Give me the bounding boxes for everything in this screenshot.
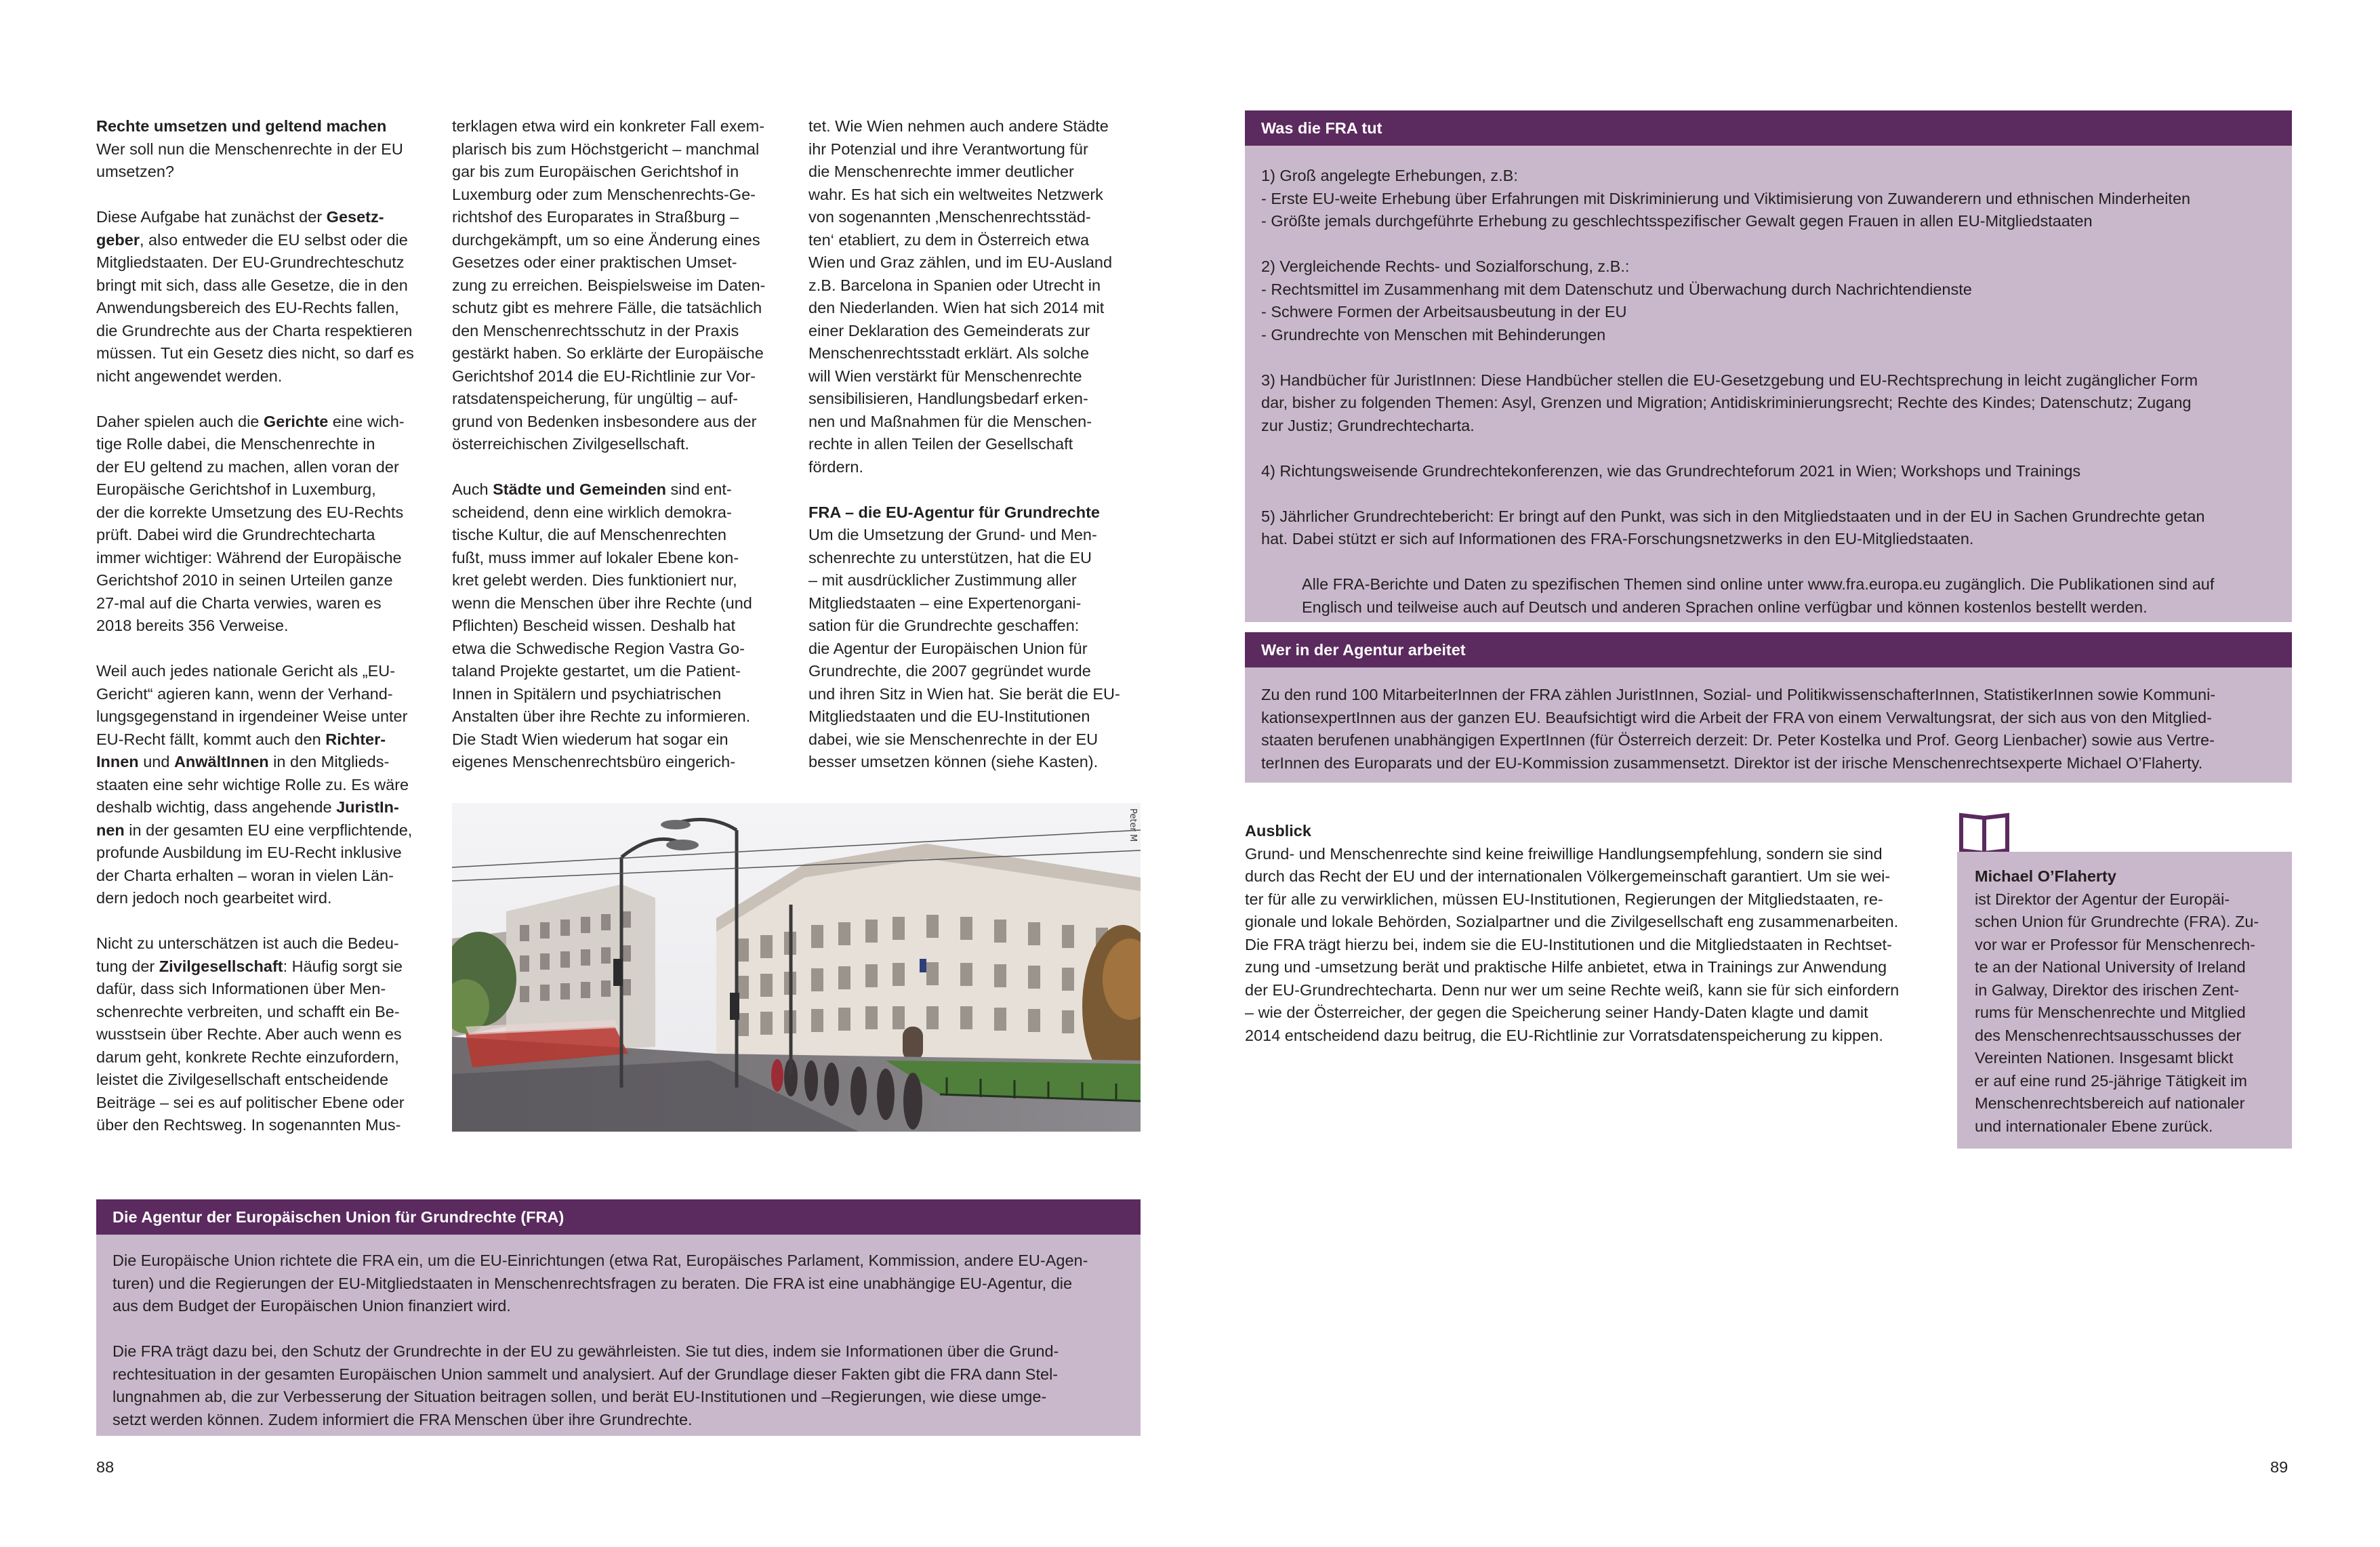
wer-box-body bbox=[1245, 667, 2292, 783]
bio-name: Michael O’Flaherty bbox=[1975, 867, 2116, 885]
photo-illustration bbox=[452, 803, 1141, 1132]
left-column-1 bbox=[96, 115, 435, 1137]
wer-box-title: Wer in der Agentur arbeitet bbox=[1245, 632, 2292, 667]
fra-box-body bbox=[96, 1235, 1141, 1436]
paragraph: Die Europäische Union richtete die FRA ein, um die EU-Einrichtungen (etwa Rat, Europäisches Parlament, Kommission, andere EU-Agen- turen) und die Regierungen der EU-Mitgliedstaaten in Menschenrechtsfragen zu beraten. Die FRA ist eine unabhängige EU-Agentur, die aus dem Budget der Europäischen Union finanziert wird. bbox=[112, 1252, 1088, 1315]
left-column-2 bbox=[452, 115, 791, 774]
list-item: 5) Jährlicher Grundrechtebericht: Er bringt auf den Punkt, was sich in den Mitgliedstaaten und in der EU in Sachen Grundrechte getan hat. Dabei stützt er sich auf Informationen des FRA-Forschungsnetzwerks in den EU-Mitgliedstaaten. bbox=[1261, 507, 2205, 548]
vienna-street-photo bbox=[452, 803, 1141, 1132]
ausblick-section bbox=[1245, 820, 1936, 1047]
paragraph: Wer soll nun die Menschenrechte in der EU umsetzen? bbox=[96, 140, 403, 180]
paragraph: Grund- und Menschenrechte sind keine freiwillige Handlungsempfehlung, sondern sie sind durch das Recht der EU und der internationalen Völkergemeinschaft garantiert. Um sie wei- ter für alle zu verwirklichen, müssen EU-Institutionen, Regierungen der Mitgliedstaaten, re- gionale und lokale Behörden, Sozialpartner und die Zivilgesellschaft eng zusammenarbeiten. Die FRA trägt hierzu bei, indem sie die EU-Institutionen und die Mitgliedstaaten in Rechtset- zung und -umsetzung berät und praktische Hilfe anbietet, etwa in Trainings zur Anwendung der EU-Grundrechtecharta. Denn nur wer um seine Rechte weiß, kann sie für sich einfordern – wie der Österreicher, der gegen die Speicherung seiner Handy-Daten klagte und damit 2014 entscheidend dazu beitrug, die EU-Richtlinie zur Vorratsdatenspeicherung zu kippen. bbox=[1245, 844, 1900, 1044]
note: Alle FRA-Berichte und Daten zu spezifischen Themen sind online unter www.fra.europa.eu zugänglich. Die Publikationen sind auf Englisch und teilweise auch auf Deutsch und anderen Sprachen online verfügbar und können kostenlos bestellt werden. bbox=[1302, 575, 2215, 616]
fra-box-title: Die Agentur der Europäischen Union für Grundrechte (FRA) bbox=[96, 1199, 1141, 1235]
paragraph: Um die Umsetzung der Grund- und Men- schenrechte zu unterstützen, hat die EU – mit ausdrücklicher Zustimmung aller Mitgliedstaaten – eine Expertenorgani- sation für die Grundrechte geschaffen: die Agentur der Europäischen Union für Grundrechte, die 2007 gegründet wurde und ihren Sitz in Wien hat. Sie berät die EU- Mitgliedstaaten und die EU-Institutionen dabei, wie sie Menschenrechte in der EU besser umsetzen können (siehe Kasten). bbox=[808, 526, 1120, 770]
list-item: 2) Vergleichende Rechts- und Sozialforschung, z.B.: - Rechtsmittel im Zusammenhang mit dem Datenschutz und Überwachung durch Nachrichtendienste - Schwere Formen der Arbeitsausbeutung in der EU - Grundrechte von Menschen mit Behinderungen bbox=[1261, 257, 1972, 344]
bio-box bbox=[1957, 852, 2292, 1149]
bio-text: ist Direktor der Agentur der Europäi- schen Union für Grundrechte (FRA). Zu- vor war er Professor für Menschenrech- te an der National University of Ireland in Galway, Direktor des irischen Zent- rums für Menschenrechte und Mitglied des Menschenrechtsausschusses der Vereinten Nationen. Insgesamt blickt er auf eine rund 25-jährige Tätigkeit im Menschenrechtsbereich auf nationaler und internationaler Ebene zurück. bbox=[1975, 890, 2259, 1135]
paragraph: Daher spielen auch die Gerichte eine wich- tige Rolle dabei, die Menschenrechte in der EU geltend zu machen, allen voran der Europäische Gerichtshof in Luxemburg, der die korrekte Umsetzung des EU-Rechts prüft. Dabei wird die Grundrechtecharta immer wichtiger: Während der Europäische Gerichtshof 2010 in seinen Urteilen ganze 27-mal auf die Charta verwies, waren es 2018 bereits 356 Verweise. bbox=[96, 412, 405, 634]
list-item: 1) Groß angelegte Erhebungen, z.B: - Erste EU-weite Erhebung über Erfahrungen mit Diskriminierung und Viktimisierung von Zuwanderern und ethnischen Minderheiten - Größte jemals durchgeführte Erhebung zu geschlechtsspezifischer Gewalt gegen Frauen in allen EU-Mitgliedstaaten bbox=[1261, 167, 2191, 230]
photo-credit: Peter M bbox=[1128, 808, 1138, 842]
section-heading: Rechte umsetzen und geltend machen bbox=[96, 117, 387, 135]
list-item: 4) Richtungsweisende Grundrechtekonferenzen, wie das Grundrechteforum 2021 in Wien; Workshops und Trainings bbox=[1261, 461, 2081, 480]
paragraph: Zu den rund 100 MitarbeiterInnen der FRA zählen JuristInnen, Sozial- und PolitikwissenschafterInnen, StatistikerInnen sowie Kommuni- kationsexpertInnen aus der ganzen EU. Beaufsichtigt wird die Arbeit der FRA von einem Verwaltungsrat, der sich aus von den Mitglied- staaten berufenen unabhängigen ExpertInnen (für Österreich derzeit: Dr. Peter Kostelka und Prof. Georg Lienbacher) sowie aus Vertre- terInnen des Europarats und der EU-Kommission zusammensetzt. Direktor ist der irische Menschenrechtsexperte Michael O’Flaherty. bbox=[1261, 686, 2216, 772]
paragraph: Nicht zu unterschätzen ist auch die Bedeu- tung der Zivilgesellschaft: Häufig sorgt sie dafür, dass sich Informationen über Men- schenrechte verbreiten, und schafft ein Be- wusstsein über Rechte. Aber auch wenn es darum geht, konkrete Rechte einzufordern, leistet die Zivilgesellschaft entscheidende Beiträge – sei es auf politischer Ebene oder über den Rechtsweg. In sogenannten Mus- bbox=[96, 934, 405, 1134]
book-icon bbox=[1957, 811, 2011, 856]
paragraph: terklagen etwa wird ein konkreter Fall exem- plarisch bis zum Höchstgericht – manchmal gar bis zum Europäischen Gerichtshof in Luxemburg oder zum Menschenrechts-Ge- richtshof des Europarates in Straßburg – durchgekämpft, um so eine Änderung eines Gesetzes oder einer praktischen Umset- zung zu erreichen. Beispielsweise im Daten- schutz gibt es mehrere Fälle, die tatsächlich den Menschenrechtsschutz in der Praxis gestärkt haben. So erklärte der Europäische Gerichtshof 2014 die EU-Richtlinie zur Vor- ratsdatenspeicherung, für ungültig – auf- grund von Bedenken insbesondere aus der österreichischen Zivilgesellschaft. bbox=[452, 117, 766, 453]
left-column-3 bbox=[808, 115, 1147, 774]
page-number-right: 89 bbox=[2270, 1458, 2289, 1476]
list-item: 3) Handbücher für JuristInnen: Diese Handbücher stellen die EU-Gesetzgebung und EU-Rechtsprechung in leicht zugänglicher Form dar, bisher zu folgenden Themen: Asyl, Grenzen und Migration; Antidiskriminierungsrecht; Rechte des Kindes; Datenschutz; Zugang zur Justiz; Grundrechtecharta. bbox=[1261, 371, 2198, 434]
paragraph: Weil auch jedes nationale Gericht als „EU- Gericht“ agieren kann, wenn der Verhand- lungsgegenstand in irgendeiner Weise unter EU-Recht fällt, kommt auch den Richter- Innen und AnwältInnen in den Mitglieds- staaten eine sehr wichtige Rolle zu. Es wäre deshalb wichtig, dass angehende JuristIn- nen in der gesamten EU eine verpflichtende, profunde Ausbildung im EU-Recht inklusive der Charta erhalten – woran in vielen Län- dern jedoch noch gearbeitet wird. bbox=[96, 662, 413, 907]
section-heading: FRA – die EU-Agentur für Grundrechte bbox=[808, 503, 1100, 521]
paragraph: Auch Städte und Gemeinden sind ent- scheidend, denn eine wirklich demokra- tische Kultur, die auf Menschenrechten fußt, muss immer auf lokaler Ebene kon- kret gelebt werden. Dies funktioniert nur, wenn die Menschen über ihre Rechte (und Pflichten) Bescheid wissen. Deshalb hat etwa die Schwedische Region Vastra Go- taland Projekte gestartet, um die Patient- Innen in Spitälern und psychiatrischen Anstalten über ihre Rechte zu informieren. Die Stadt Wien wiederum hat sogar ein eigenes Menschenrechtsbüro eingerich- bbox=[452, 480, 752, 770]
was-box-body bbox=[1245, 146, 2292, 622]
page-number-left: 88 bbox=[96, 1458, 115, 1476]
paragraph: Diese Aufgabe hat zunächst der Gesetz- geber, also entweder die EU selbst oder die Mitgliedstaaten. Der EU-Grundrechteschutz bringt mit sich, dass alle Gesetze, die in den Anwendungsbereich des EU-Rechts fallen, die Grundrechte aus der Charta respektieren müssen. Tut ein Gesetz dies nicht, so darf es nicht angewendet werden. bbox=[96, 208, 414, 385]
paragraph: Die FRA trägt dazu bei, den Schutz der Grundrechte in der EU zu gewährleisten. Sie tut dies, indem sie Informationen über die Grund- rechtesituation in der gesamten Europäischen Union sammelt und analysiert. Auf der Grundlage dieser Fakten gibt die FRA dann Stel- lungnahmen ab, die zur Verbesserung der Situation beitragen sollen, und berät EU-Institutionen und –Regierungen, wie diese umge- setzt werden können. Zudem informiert die FRA Menschen über ihre Grundrechte. bbox=[112, 1342, 1059, 1428]
paragraph: tet. Wie Wien nehmen auch andere Städte ihr Potenzial und ihre Verantwortung für die Menschenrechte immer deutlicher wahr. Es hat sich ein weltweites Netzwerk von sogenannten ‚Menschenrechtsstäd- ten‘ etabliert, zu dem in Österreich etwa Wien und Graz zählen, und im EU-Ausland z.B. Barcelona in Spanien oder Utrecht in den Niederlanden. Wien hat sich 2014 mit einer Deklaration des Gemeinderats zur Menschenrechtsstadt erklärt. Als solche will Wien verstärkt für Menschenrechte sensibilisieren, Handlungsbedarf erken- nen und Maßnahmen für die Menschen- rechte in allen Teilen der Gesellschaft fördern. bbox=[808, 117, 1113, 476]
was-box-title: Was die FRA tut bbox=[1245, 110, 2292, 146]
section-heading: Ausblick bbox=[1245, 822, 1311, 840]
